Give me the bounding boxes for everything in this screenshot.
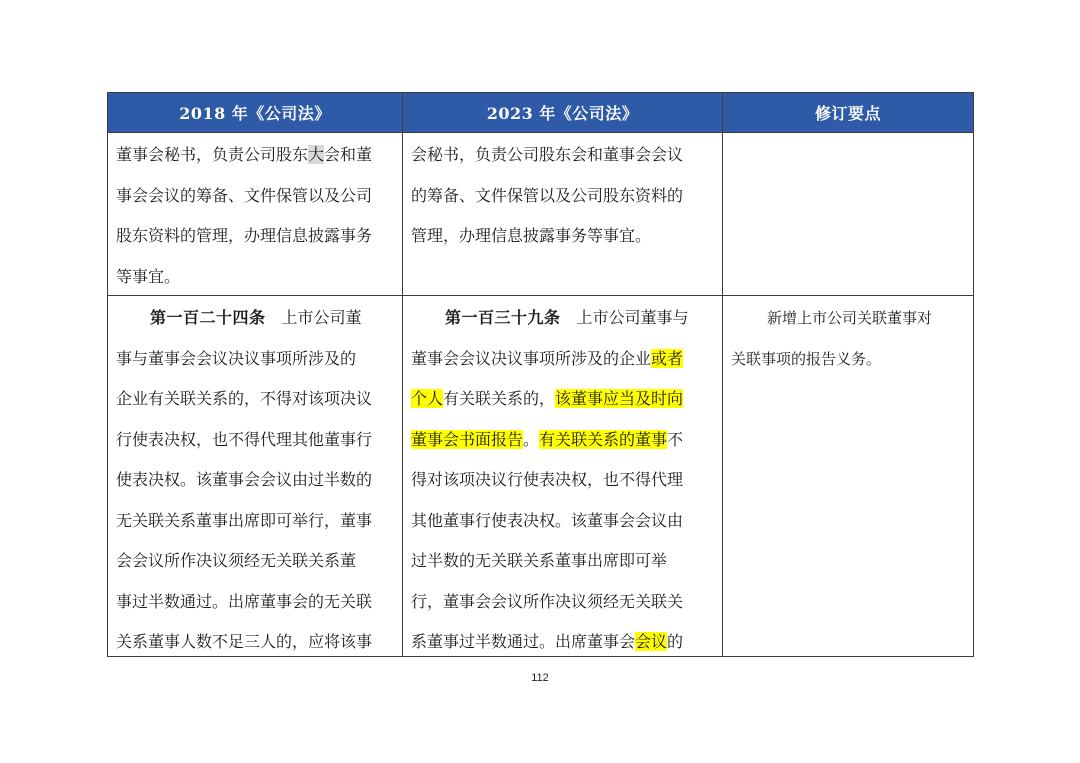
deleted-char: 大 — [308, 145, 325, 164]
text-line: 第一百二十四条 上市公司董 — [116, 298, 396, 339]
text-line: 无关联关系董事出席即可举行，董事 — [116, 510, 373, 530]
highlight: 该董事应当及时向 — [555, 389, 684, 408]
table-row — [108, 133, 974, 296]
article-number: 第一百三十九条 — [445, 308, 561, 327]
text-line: 第一百三十九条 上市公司董事与 — [411, 298, 716, 339]
text-line: 董事会书面报告。有关联关系的董事不 — [411, 429, 684, 449]
text-line: 事与董事会会议决议事项所涉及的 — [116, 348, 357, 368]
table-row — [108, 296, 974, 657]
header-revision-points: 修订要点 — [723, 93, 974, 133]
text-line: 系董事过半数通过。出席董事会会议的 — [411, 632, 684, 651]
text-line: 行，董事会会议所作决议须经无关联关 — [411, 591, 684, 611]
cell-notes-row1 — [723, 133, 974, 296]
cell-notes-row2 — [723, 296, 974, 657]
highlight: 会议 — [635, 632, 668, 651]
text-line: 董事会秘书，负责公司股东大会和董 — [116, 145, 373, 164]
header-2023-law: 2023 年《公司法》 — [403, 93, 723, 133]
text-line: 行使表决权，也不得代理其他董事行 — [116, 429, 373, 449]
article-number: 第一百二十四条 — [150, 308, 266, 327]
text-line: 的筹备、文件保管以及公司股东资料的 — [411, 185, 684, 205]
cell-2018-row1 — [108, 133, 403, 296]
highlight: 董事会书面报告 — [411, 429, 524, 449]
highlight: 或者 — [651, 348, 684, 368]
header-row — [108, 93, 974, 133]
text-line: 股东资料的管理，办理信息披露事务 — [116, 226, 373, 245]
text-line: 事过半数通过。出席董事会的无关联 — [116, 591, 373, 611]
cell-2018-row2 — [108, 296, 403, 657]
highlight: 个人 — [411, 389, 444, 408]
text-line: 董事会会议决议事项所涉及的企业或者 — [411, 348, 684, 368]
page-number: 112 — [531, 672, 549, 684]
text-line: 使表决权。该董事会会议由过半数的 — [116, 470, 373, 489]
highlight: 有关联关系的董事 — [539, 429, 668, 449]
text-line: 等事宜。 — [116, 266, 181, 286]
text-line: 个人有关联关系的，该董事应当及时向 — [411, 389, 684, 408]
text-line: 事会会议的筹备、文件保管以及公司 — [116, 185, 373, 205]
comparison-table — [107, 92, 974, 657]
cell-2023-row2 — [403, 296, 723, 657]
text-line: 企业有关联关系的，不得对该项决议 — [116, 389, 373, 408]
text-line: 管理，办理信息披露事务等事宜。 — [411, 226, 652, 245]
text-line: 其他董事行使表决权。该董事会会议由 — [411, 510, 684, 530]
text-line: 会秘书，负责公司股东会和董事会会议 — [411, 145, 684, 164]
text-line: 过半数的无关联关系董事出席即可举 — [411, 551, 668, 570]
cell-2023-row1 — [403, 133, 723, 296]
text-line: 关系董事人数不足三人的，应将该事 — [116, 632, 373, 651]
note-line: 新增上市公司关联董事对 — [767, 309, 933, 327]
text-line: 得对该项决议行使表决权，也不得代理 — [411, 470, 684, 489]
text-line: 会会议所作决议须经无关联关系董 — [116, 551, 357, 570]
note-line: 关联事项的报告义务。 — [731, 349, 882, 368]
header-2018-law: 2018 年《公司法》 — [108, 93, 403, 133]
